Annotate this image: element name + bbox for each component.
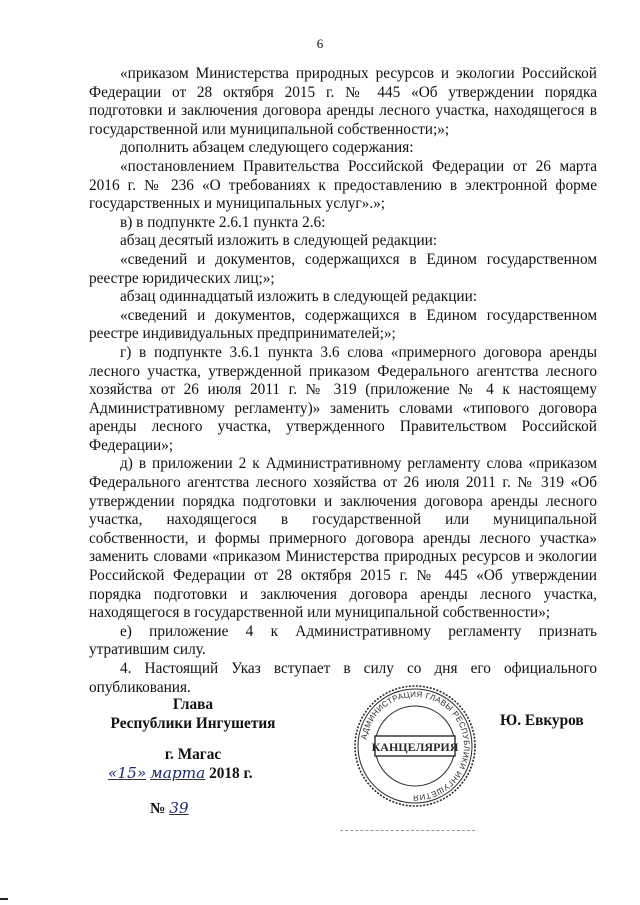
paragraph-9: г) в подпункте 3.6.1 пункта 3.6 слова «примерного договора аренды лесного участка, утвержденной приказом Федерального агентства лесного хозяйства от 26 июля 2011 г. № 319 (приложение № 4 к настоящему Административному регламенту)» заменить словами «типового договора аренды лесного участка, утвержденного Правительством Российской Федерации»; (89, 343, 597, 454)
paragraph-3: «постановлением Правительства Российской Федерации от 26 марта 2016 г. № 236 «О требованиях к предоставлению в электронной форме государственных и муниципальных услуг».»; (89, 157, 597, 213)
office-seal-stamp (353, 684, 477, 808)
date-open-quote: « (108, 764, 118, 782)
paragraph-2: дополнить абзацем следующего содержания: (120, 139, 414, 157)
number-label: № (150, 800, 166, 817)
decree-number (150, 799, 270, 819)
paragraph-6: «сведений и документов, содержащихся в Едином государственном реестре юридических лиц;»; (89, 250, 597, 287)
date-day: 15 (117, 764, 137, 782)
paragraph-12: 4. Настоящий Указ вступает в силу со дня его официального опубликования. (89, 660, 597, 696)
date-close-quote: » (136, 764, 147, 782)
seal-ring-text: АДМИНИСТРАЦИЯ ГЛАВЫ РЕСПУБЛИКИ ИНГУШЕТИЯ (359, 689, 472, 803)
seal-center-text: КАНЦЕЛЯРИЯ (371, 740, 459, 754)
signatory-title-line1: Глава (172, 696, 214, 713)
paragraph-10: д) в приложении 2 к Административному регламенту слова «приказом Федерального агентства лесного хозяйства от 26 июля 2011 г. № 319 «Об утверждении порядка подготовки и заключения договора аренды лесного участка, находящегося в государственной или муниципальной собственности, и формы примерного договора аренды лесного участка» заменить словами «приказом Министерства природных ресурсов и экологии Российской Федерации от 28 октября 2015 г. № 445 «Об утверждении порядка подготовки и заключения договора аренды лесного участка, находящегося в государственной или муниципальной собственности»; (89, 455, 597, 622)
signatory-title (108, 696, 278, 733)
paragraph-8: «сведений и документов, содержащихся в Едином государственном реестре индивидуальных предпринимателей;»; (89, 306, 597, 343)
date-month: марта (150, 764, 206, 782)
date-year: 2018 г. (209, 765, 253, 782)
signatory-title-line2: Республики Ингушетия (110, 714, 276, 732)
page-number: 6 (316, 36, 324, 51)
footer-dashed-line (340, 830, 475, 831)
signatory-name: Ю. Евкуров (500, 712, 584, 729)
signing-date (108, 764, 288, 784)
decree-body (89, 65, 597, 697)
signing-place: г. Магас (164, 746, 222, 763)
paragraph-11: е) приложение 4 к Административному регламенту признать утратившим силу. (89, 622, 597, 659)
number-value: 39 (169, 799, 189, 817)
paragraph-1: «приказом Министерства природных ресурсов и экологии Российской Федерации от 28 октября 2015 г. № 445 «Об утверждении порядка подготовки и заключения договора аренды лесного участка, находящегося в государственной или муниципальной собственности;»; (89, 65, 597, 138)
paragraph-4: в) в подпункте 2.6.1 пункта 2.6: (120, 213, 326, 231)
scan-edge-mark (0, 898, 8, 900)
paragraph-5: абзац десятый изложить в следующей редакции: (120, 232, 438, 250)
paragraph-7: абзац одиннадцатый изложить в следующей редакции: (120, 288, 478, 306)
